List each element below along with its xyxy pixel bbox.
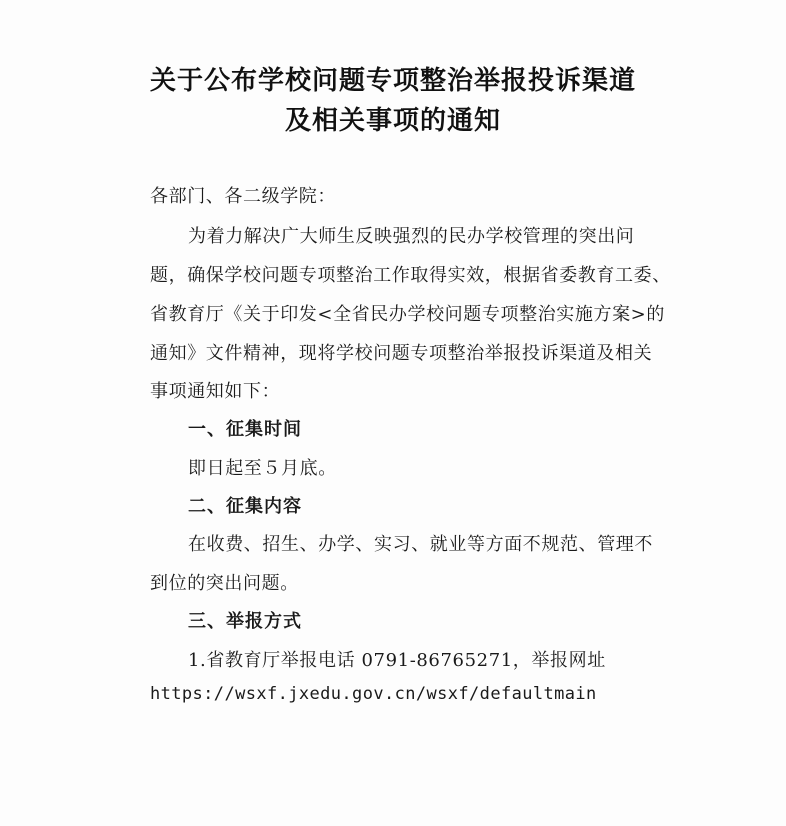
document-title-line1: 关于公布学校问题专项整治举报投诉渠道 xyxy=(149,66,636,96)
intro-line: 省教育厅《关于印发<全省民办学校问题专项整治实施方案>的 xyxy=(150,304,665,325)
intro-line: 通知》文件精神，现将学校问题专项整治举报投诉渠道及相关 xyxy=(150,343,653,364)
report-hotline-text: 1.省教育厅举报电话 0791-86765271，举报网址 xyxy=(188,650,606,671)
intro-line: 为着力解决广大师生反映强烈的民办学校管理的突出问 xyxy=(188,226,635,247)
section-heading-method: 三、举报方式 xyxy=(188,611,302,632)
intro-line: 题，确保学校问题专项整治工作取得实效，根据省委教育工委、 xyxy=(150,265,671,286)
section-text: 到位的突出问题。 xyxy=(150,573,299,594)
section-text: 在收费、招生、办学、实习、就业等方面不规范、管理不 xyxy=(188,534,653,555)
section-heading-time: 一、征集时间 xyxy=(188,419,302,440)
section-heading-content: 二、征集内容 xyxy=(188,496,302,517)
report-website-url: https://wsxf.jxedu.gov.cn/wsxf/defaultmain xyxy=(150,684,597,704)
intro-line: 事项通知如下： xyxy=(150,381,281,402)
section-text: 即日起至５月底。 xyxy=(188,458,337,479)
document-title-line2: 及相关事项的通知 xyxy=(284,106,501,136)
salutation: 各部门、各二级学院： xyxy=(150,186,336,207)
